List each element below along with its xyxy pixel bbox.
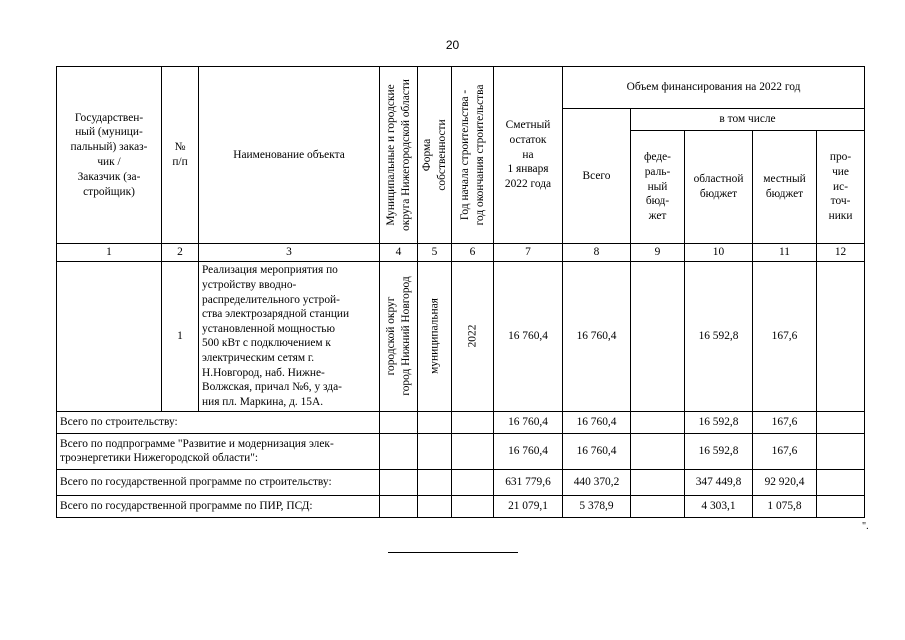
header-estimate: Сметный остаток на 1 января 2022 года bbox=[494, 67, 563, 244]
row-local: 167,6 bbox=[753, 261, 817, 411]
column-numbers-row bbox=[57, 244, 865, 262]
total-other bbox=[817, 411, 865, 433]
financing-table bbox=[56, 66, 865, 518]
header-federal: феде- раль- ный бюд- жет bbox=[631, 131, 685, 244]
row-number: 1 bbox=[162, 261, 199, 411]
total-federal bbox=[631, 495, 685, 517]
total-regional: 347 449,8 bbox=[685, 469, 753, 495]
row-total: 16 760,4 bbox=[563, 261, 631, 411]
total-local: 1 075,8 bbox=[753, 495, 817, 517]
header-ownership: Форма собственности bbox=[418, 67, 452, 244]
column-number: 4 bbox=[380, 244, 418, 262]
total-estimate: 16 760,4 bbox=[494, 433, 563, 469]
header-including-group: в том числе bbox=[631, 109, 865, 131]
total-regional: 16 592,8 bbox=[685, 433, 753, 469]
column-number: 5 bbox=[418, 244, 452, 262]
row-ownership: муниципальная bbox=[418, 261, 452, 411]
header-municipality: Муниципальные и городские округа Нижегородской области bbox=[380, 67, 418, 244]
header-funding-group: Объем финансирования на 2022 год bbox=[563, 67, 865, 109]
total-total: 16 760,4 bbox=[563, 411, 631, 433]
total-federal bbox=[631, 411, 685, 433]
row-object-name: Реализация мероприятия по устройству вводно- распределительного устрой- ства электрозарядной станции установленной мощностью 500 кВт с подключением к электрическим сетям г. Н.Новгород, наб. Нижне- Волжская, причал №6, у зда- ния пл. Маркина, д. 15А. bbox=[199, 261, 380, 411]
total-local: 167,6 bbox=[753, 433, 817, 469]
total-regional: 4 303,1 bbox=[685, 495, 753, 517]
header-other: про- чие ис- точ- ники bbox=[817, 131, 865, 244]
row-regional: 16 592,8 bbox=[685, 261, 753, 411]
column-number: 3 bbox=[199, 244, 380, 262]
header-customer: Государствен- ный (муници- пальный) заказ- чик / Заказчик (за- стройщик) bbox=[57, 67, 162, 244]
total-regional: 16 592,8 bbox=[685, 411, 753, 433]
header-regional: областной бюджет bbox=[685, 131, 753, 244]
column-number: 12 bbox=[817, 244, 865, 262]
column-number: 11 bbox=[753, 244, 817, 262]
total-federal bbox=[631, 433, 685, 469]
row-other bbox=[817, 261, 865, 411]
footnote-divider bbox=[388, 552, 518, 553]
header-object-name: Наименование объекта bbox=[199, 67, 380, 244]
column-number: 1 bbox=[57, 244, 162, 262]
row-customer bbox=[57, 261, 162, 411]
header-years: Год начала строительства - год окончания строительства bbox=[452, 67, 494, 244]
total-local: 167,6 bbox=[753, 411, 817, 433]
column-number: 6 bbox=[452, 244, 494, 262]
page-number: 20 bbox=[445, 38, 460, 52]
total-total: 16 760,4 bbox=[563, 433, 631, 469]
total-other bbox=[817, 495, 865, 517]
header-local: местный бюджет bbox=[753, 131, 817, 244]
total-row bbox=[57, 495, 865, 517]
total-federal bbox=[631, 469, 685, 495]
total-label: Всего по подпрограмме "Развитие и модернизация элек- троэнергетики Нижегородской области": bbox=[57, 433, 380, 469]
total-other bbox=[817, 469, 865, 495]
column-number: 7 bbox=[494, 244, 563, 262]
total-label: Всего по государственной программе по ПИР, ПСД: bbox=[57, 495, 380, 517]
total-row bbox=[57, 469, 865, 495]
table-row bbox=[57, 261, 865, 411]
total-label: Всего по государственной программе по строительству: bbox=[57, 469, 380, 495]
row-municipality: городской округ город Нижний Новгород bbox=[380, 261, 418, 411]
total-other bbox=[817, 433, 865, 469]
column-number: 9 bbox=[631, 244, 685, 262]
total-total: 440 370,2 bbox=[563, 469, 631, 495]
closing-quote-mark: ". bbox=[862, 521, 869, 532]
total-estimate: 631 779,6 bbox=[494, 469, 563, 495]
total-estimate: 16 760,4 bbox=[494, 411, 563, 433]
total-local: 92 920,4 bbox=[753, 469, 817, 495]
row-estimate: 16 760,4 bbox=[494, 261, 563, 411]
total-estimate: 21 079,1 bbox=[494, 495, 563, 517]
row-years: 2022 bbox=[452, 261, 494, 411]
column-number: 2 bbox=[162, 244, 199, 262]
header-total: Всего bbox=[563, 109, 631, 244]
row-federal bbox=[631, 261, 685, 411]
total-total: 5 378,9 bbox=[563, 495, 631, 517]
total-row bbox=[57, 411, 865, 433]
total-label: Всего по строительству: bbox=[57, 411, 380, 433]
total-row bbox=[57, 433, 865, 469]
column-number: 10 bbox=[685, 244, 753, 262]
header-number: № п/п bbox=[162, 67, 199, 244]
column-number: 8 bbox=[563, 244, 631, 262]
